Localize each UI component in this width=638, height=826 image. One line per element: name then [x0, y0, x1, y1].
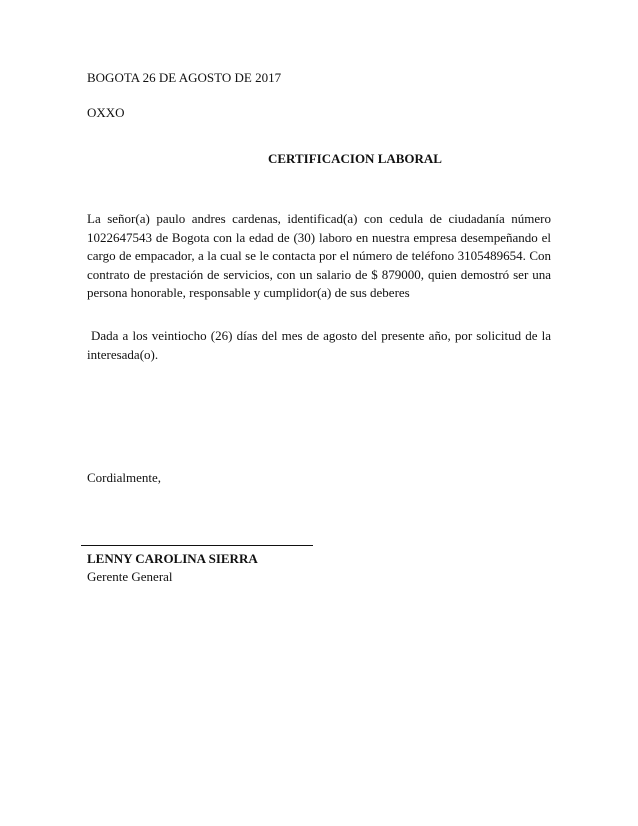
company-name: OXXO — [87, 105, 125, 120]
issuance-statement-text: Dada a los veintiocho (26) días del mes de agosto del presente año, por solicitud de la interesada(o). — [87, 328, 551, 362]
certification-body: La señor(a) paulo andres cardenas, identificad(a) con cedula de ciudadanía número 1022647543 de Bogota con la edad de (30) laboro en nuestra empresa desempeñando el cargo de empacador, a la cual se le contacta por el número de teléfono 3105489654. Con contrato de prestación de servicios, con un salario de $ 879000, quien demostró ser una persona honorable, responsable y cumplidor(a) de sus deberes — [87, 211, 551, 301]
letter-title: CERTIFICACION LABORAL — [268, 151, 442, 166]
issuance-statement — [87, 327, 551, 364]
signature-line — [81, 545, 313, 546]
letter-date: BOGOTA 26 DE AGOSTO DE 2017 — [87, 70, 282, 85]
signer-name: LENNY CAROLINA SIERRA — [87, 551, 258, 566]
closing-salutation: Cordialmente, — [87, 470, 162, 485]
signer-role: Gerente General — [87, 569, 173, 584]
